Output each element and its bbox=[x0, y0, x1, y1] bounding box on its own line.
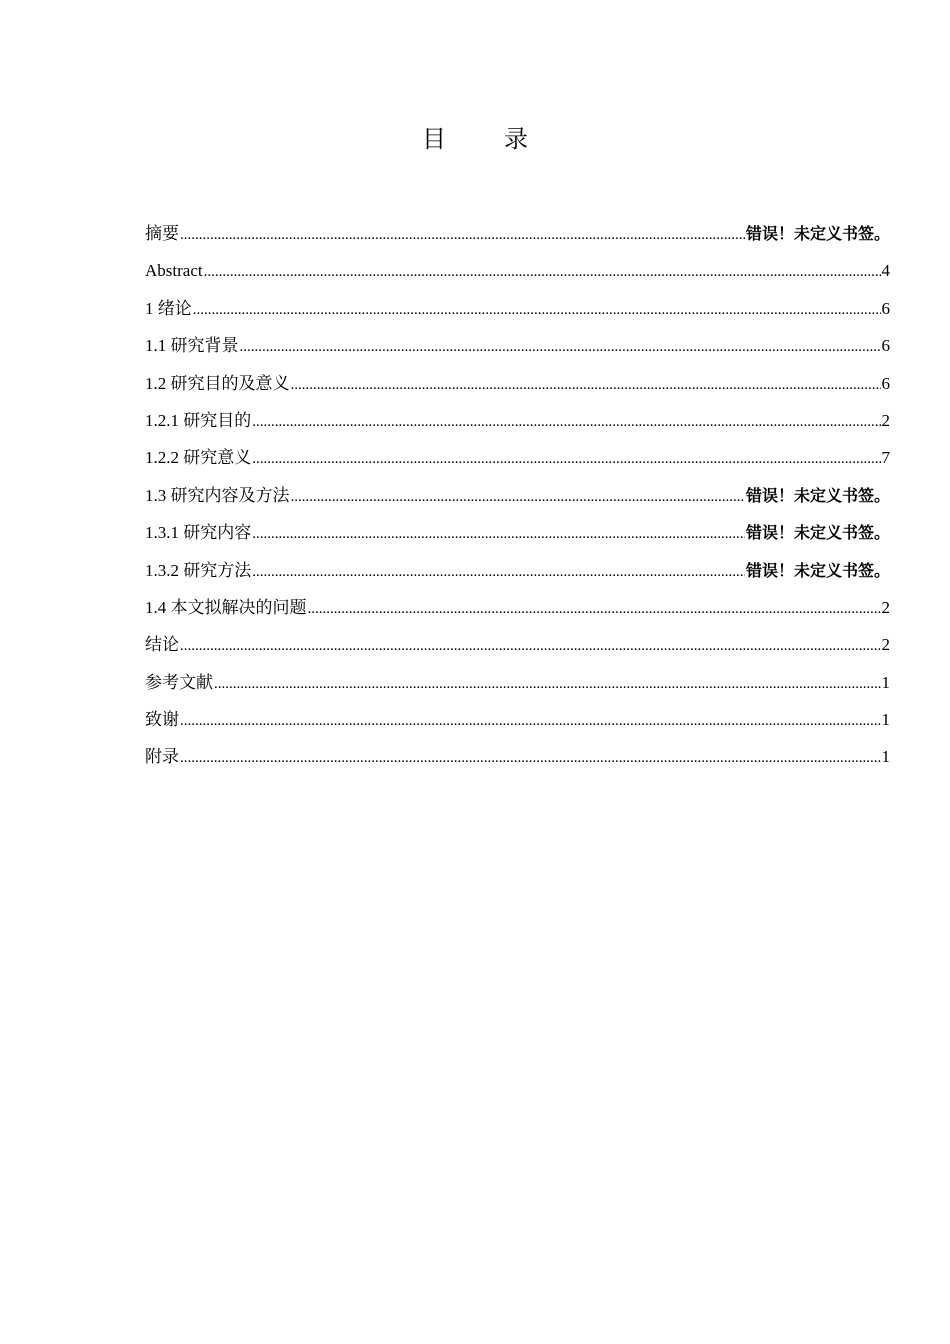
toc-entry-page-number: 2 bbox=[881, 635, 890, 655]
toc-entry-bookmark-error: 错误！未定义书签。 bbox=[745, 485, 890, 505]
toc-entry[interactable] bbox=[145, 742, 890, 779]
toc-entry-bookmark-error: 错误！未定义书签。 bbox=[745, 560, 890, 580]
toc-entry-page-number: 6 bbox=[881, 336, 890, 356]
toc-entry-page-number: 6 bbox=[881, 298, 890, 318]
toc-entry-page-number: 1 bbox=[881, 672, 890, 692]
toc-entry-label: 1.2.2 研究意义 bbox=[145, 448, 252, 468]
toc-dot-leader bbox=[180, 743, 881, 773]
toc-dot-leader bbox=[214, 669, 881, 699]
toc-entry[interactable] bbox=[145, 369, 890, 406]
toc-entry-page-number: 2 bbox=[881, 597, 890, 617]
toc-dot-leader bbox=[291, 482, 745, 512]
toc-entry-label: 1.2 研究目的及意义 bbox=[145, 373, 290, 393]
toc-dot-leader bbox=[240, 332, 881, 362]
toc-dot-leader bbox=[291, 370, 881, 400]
toc-entry-page-number: 4 bbox=[881, 261, 890, 281]
toc-entry[interactable] bbox=[145, 331, 890, 368]
toc-entry[interactable] bbox=[145, 294, 890, 331]
toc-entry-page-number: 6 bbox=[881, 373, 890, 393]
toc-dot-leader bbox=[204, 257, 881, 287]
toc-title: 目 录 bbox=[422, 127, 554, 153]
toc-entry-label: 致谢 bbox=[145, 710, 179, 730]
toc-entry[interactable] bbox=[145, 705, 890, 742]
toc-entry-label: 1.3 研究内容及方法 bbox=[145, 485, 290, 505]
toc-entry-bookmark-error: 错误！未定义书签。 bbox=[745, 523, 890, 543]
toc-dot-leader bbox=[308, 594, 881, 624]
toc-entry-page-number: 1 bbox=[881, 710, 890, 730]
toc-entry-label: 1.1 研究背景 bbox=[145, 336, 239, 356]
toc-entry[interactable] bbox=[145, 406, 890, 443]
toc-entry[interactable] bbox=[145, 443, 890, 480]
toc-dot-leader bbox=[180, 706, 881, 736]
toc-entry-page-number: 2 bbox=[881, 410, 890, 430]
toc-entry[interactable] bbox=[145, 593, 890, 630]
toc-entry-label: 结论 bbox=[145, 635, 179, 655]
toc-entry-label: 1.2.1 研究目的 bbox=[145, 410, 252, 430]
toc-dot-leader bbox=[252, 407, 880, 437]
toc-list bbox=[145, 219, 890, 780]
toc-entry[interactable] bbox=[145, 518, 890, 555]
toc-dot-leader bbox=[180, 220, 745, 250]
toc-entry[interactable] bbox=[145, 256, 890, 293]
toc-entry[interactable] bbox=[145, 668, 890, 705]
toc-entry-page-number: 1 bbox=[881, 747, 890, 767]
toc-entry[interactable] bbox=[145, 556, 890, 593]
toc-entry-label: 附录 bbox=[145, 747, 179, 767]
toc-dot-leader bbox=[252, 557, 745, 587]
toc-entry-label: 1.3.2 研究方法 bbox=[145, 560, 252, 580]
toc-entry-label: 1.3.1 研究内容 bbox=[145, 523, 252, 543]
toc-entry-bookmark-error: 错误！未定义书签。 bbox=[745, 224, 890, 243]
toc-entry-label: 参考文献 bbox=[145, 672, 213, 692]
toc-entry[interactable] bbox=[145, 219, 890, 256]
toc-entry[interactable] bbox=[145, 481, 890, 518]
toc-dot-leader bbox=[252, 444, 880, 474]
toc-entry-page-number: 7 bbox=[881, 448, 890, 468]
toc-dot-leader bbox=[252, 519, 745, 549]
toc-entry-label: 1 绪论 bbox=[145, 298, 192, 318]
toc-entry[interactable] bbox=[145, 630, 890, 667]
toc-dot-leader bbox=[180, 631, 881, 661]
toc-entry-label: Abstract bbox=[145, 261, 203, 281]
toc-dot-leader bbox=[193, 295, 881, 325]
toc-entry-label: 摘要 bbox=[145, 224, 179, 243]
toc-entry-label: 1.4 本文拟解决的问题 bbox=[145, 597, 307, 617]
